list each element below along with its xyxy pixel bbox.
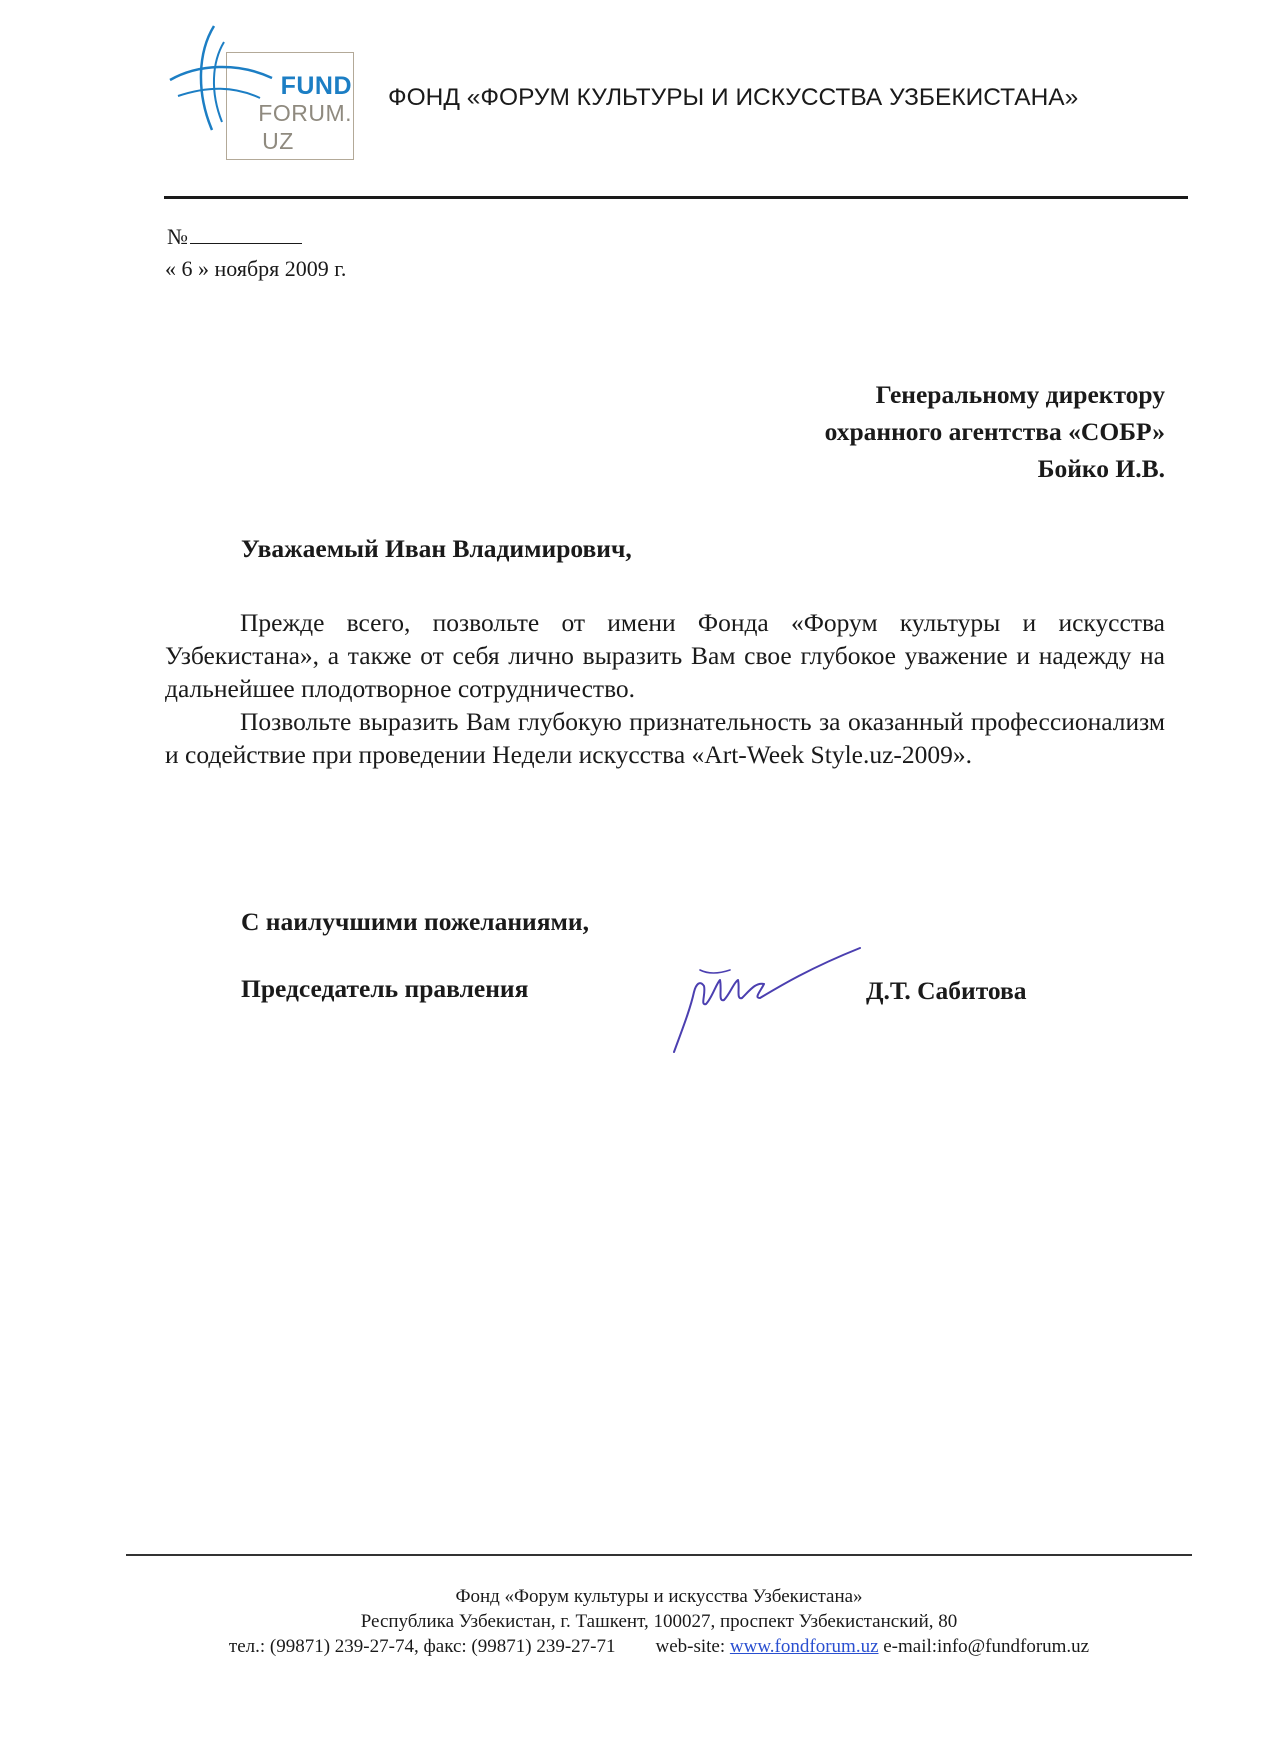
footer-divider [126,1554,1192,1556]
addressee-title: Генеральному директору [875,380,1165,409]
signer-name: Д.Т. Сабитова [866,976,1027,1005]
logo-text-uz: UZ [262,128,294,154]
footer-address: Республика Узбекистан, г. Ташкент, 100027, проспект Узбекистанский, 80 [360,1611,958,1632]
fund-forum-logo [168,22,368,164]
footer [126,1584,1192,1659]
body-paragraph-2: Позвольте выразить Вам глубокую признательность за оказанный профессионализм и содействие при проведении Недели искусства «Art-Week Style.uz-2009». [165,707,1165,769]
document-date: « 6 » ноября 2009 г. [165,256,347,281]
logo-text-forum: FORUM. [258,100,352,126]
logo-text-fund: FUND [280,72,352,100]
signer-position: Председатель правления [241,974,529,1003]
salutation: Уважаемый Иван Владимирович, [241,534,632,563]
handwritten-signature [660,940,870,1060]
footer-contacts [126,1634,1192,1659]
footer-website-link[interactable]: www.fondforum.uz [729,1636,879,1657]
organization-title: ФОНД «ФОРУМ КУЛЬТУРЫ И ИСКУССТВА УЗБЕКИСТАНА» [388,84,1079,111]
header-divider [164,196,1188,199]
footer-org-name: Фонд «Форум культуры и искусства Узбекистана» [455,1586,863,1607]
number-blank [190,225,302,244]
footer-phone-fax: тел.: (99871) 239-27-74, факс: (99871) 239-27-71 [228,1636,616,1657]
body-paragraph-1: Прежде всего, позвольте от имени Фонда «Форум культуры и искусства Узбекистана», а также от себя лично выразить Вам свое глубокое уважение и надежду на дальнейшее плодотворное сотрудничество. [165,608,1165,703]
closing-phrase: С наилучшими пожеланиями, [241,907,589,936]
addressee-block [825,376,1165,487]
number-label: № [167,224,188,249]
document-number [167,224,302,250]
letter-body [165,606,1165,771]
footer-web-label: web-site: [655,1636,726,1657]
footer-email: e-mail:info@fundforum.uz [883,1636,1090,1657]
addressee-organization: охранного агентства «СОБР» [824,417,1165,446]
addressee-name: Бойко И.В. [1037,454,1165,483]
